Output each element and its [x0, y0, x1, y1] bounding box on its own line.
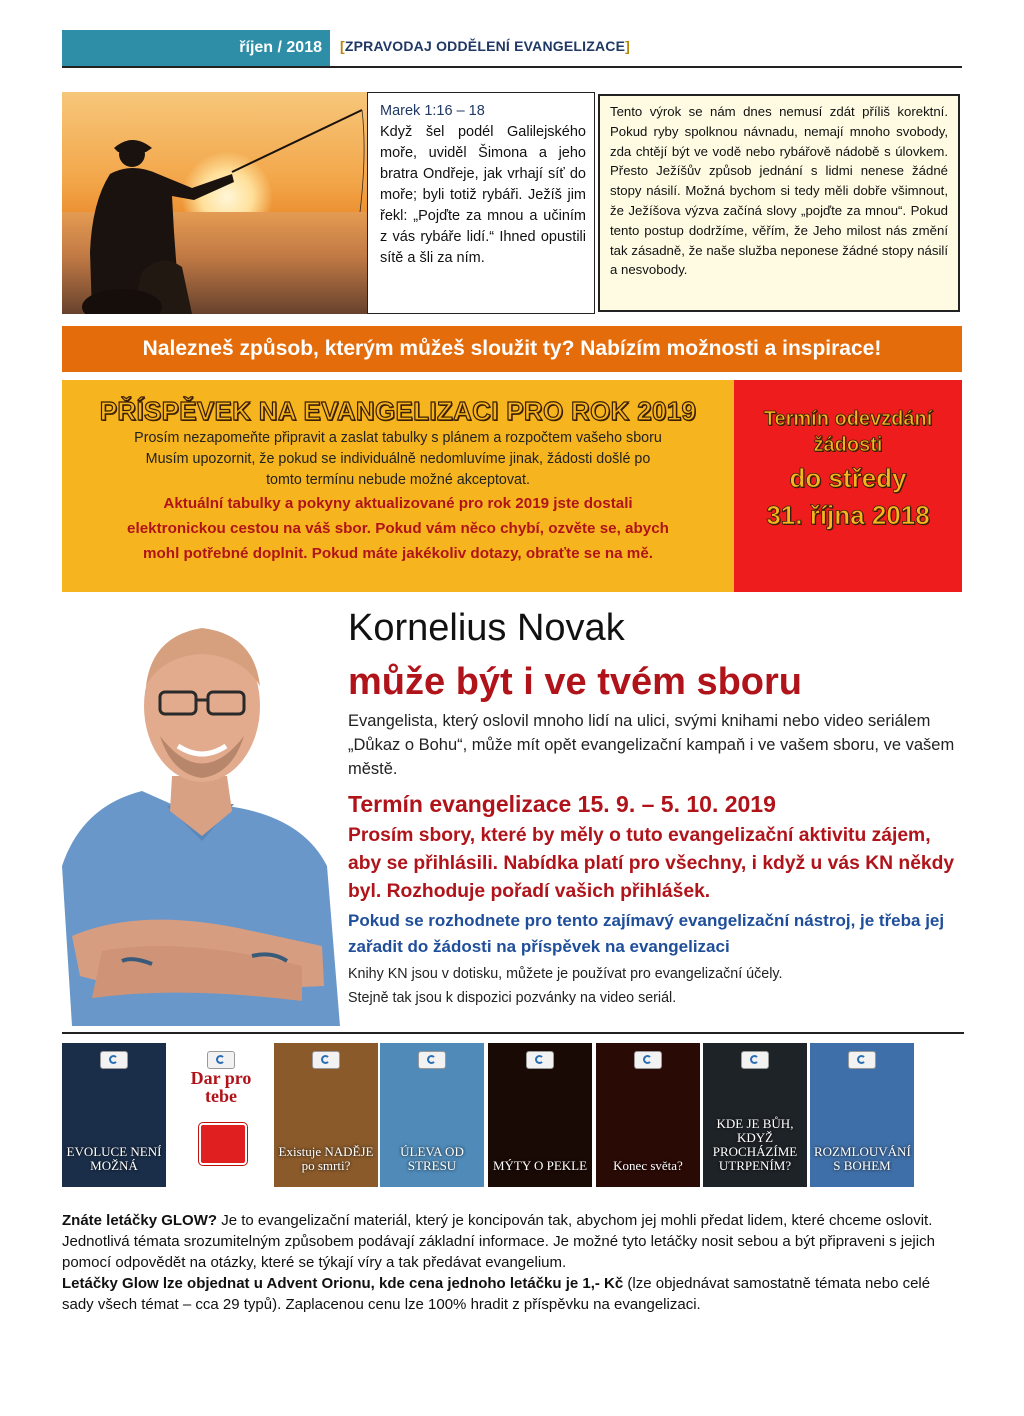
contribution-line-3: tomto termínu nebude možné akceptovat. — [266, 472, 530, 488]
flyer-footer — [596, 1187, 700, 1201]
flyer-footer — [62, 1187, 166, 1201]
section-divider — [62, 1032, 964, 1034]
glow-paragraph-2 — [62, 1273, 962, 1315]
flyer-title: ROZMLOUVÁNÍ S BOHEM — [814, 1144, 911, 1173]
deadline-label: Termín odevzdání — [763, 408, 933, 430]
title-bracket-close: ] — [625, 38, 631, 54]
flyer-footer — [274, 1187, 378, 1201]
flyer-footer — [810, 1187, 914, 1201]
glow-order-bold: Letáčky Glow lze objednat u Advent Orionu, kde cena jednoho letáčku je 1,- Kč — [62, 1275, 624, 1292]
bible-quote-box — [367, 92, 595, 314]
glow-flyers-row — [62, 1043, 932, 1201]
commentary-box — [598, 94, 960, 312]
gift-icon — [199, 1123, 247, 1165]
issue-date: říjen / 2018 — [62, 30, 330, 66]
glow-order-text: (lze objednávat samostatně témata nebo celé sady všech témat – cca 29 typů). Zaplacenou cenu lze 100% hradit z příspěvku na evangelizaci. — [62, 1275, 931, 1313]
glow-flyer — [380, 1043, 484, 1201]
glow-flyer — [810, 1043, 914, 1201]
kornelius-portrait — [62, 606, 340, 1026]
glow-logo-icon — [848, 1051, 876, 1069]
contribution-red-line-3: mohl potřebné doplnit. Pokud máte jakékoliv dotazy, obraťte se na mě. — [143, 545, 653, 562]
flyer-footer — [703, 1187, 807, 1201]
newsletter-title-text: ZPRAVODAJ ODDĚLENÍ EVANGELIZACE — [344, 38, 626, 54]
flyer-title: EVOLUCE NENÍ MOŽNÁ — [66, 1144, 162, 1173]
glow-logo-icon — [634, 1051, 662, 1069]
fisherman-silhouette — [62, 92, 367, 314]
contribution-notice — [62, 380, 734, 592]
contribution-red-line-1: Aktuální tabulky a pokyny aktualizované pro rok 2019 jste dostali — [163, 495, 633, 512]
evangelization-term: Termín evangelizace 15. 9. – 5. 10. 2019 — [348, 791, 776, 817]
glow-flyer — [596, 1043, 700, 1201]
glow-logo-icon — [100, 1051, 128, 1069]
glow-flyer — [169, 1043, 273, 1201]
flyer-title: MÝTY O PEKLE — [492, 1158, 588, 1173]
evangelization-request: Prosím sbory, které by měly o tuto evangelizační aktivitu zájem, aby se přihlásili. Nabídka platí pro všechny, i když u vás KN někdy byl. Rozhoduje pořadí vašich přihlášek. — [348, 825, 955, 902]
glow-logo-icon — [418, 1051, 446, 1069]
newsletter-title — [340, 38, 630, 54]
books-line-1: Knihy KN jsou v dotisku, můžete je používat pro evangelizační účely. — [348, 966, 783, 982]
bible-quote-text: Když šel podél Galilejského moře, uviděl Šimona a jeho bratra Ondřeje, jak vrhají síť do moře; byli totiž rybáři. Ježíš jim řekl: „Pojďte za mnou a učiním z vás rybáře lidí.“ Ihned opustili sítě a šli za ním. — [380, 124, 586, 266]
glow-flyer — [703, 1043, 807, 1201]
deadline-label-2: žádosti — [813, 434, 883, 456]
glow-flyer — [62, 1043, 166, 1201]
glow-logo-icon — [312, 1051, 340, 1069]
flyer-title: Konec světa? — [613, 1158, 683, 1173]
contribution-red-line-2: elektronickou cestou na váš sbor. Pokud vám něco chybí, ozvěte se, abych — [127, 520, 669, 537]
glow-flyer — [274, 1043, 378, 1201]
glow-logo-icon — [526, 1051, 554, 1069]
evangelization-note: Pokud se rozhodnete pro tento zajímavý evangelizační nástroj, je třeba jej zařadit do žádosti na příspěvek na evangelizaci — [348, 911, 945, 956]
deadline-box — [734, 380, 962, 592]
contribution-title: PŘÍSPĚVEK NA EVANGELIZACI PRO ROK 2019 — [99, 396, 697, 426]
glow-intro-text: Je to evangelizační materiál, který je koncipován tak, abychom jej mohli předat lidem, které chceme oslovit. Jednotlivá témata srozumitelným způsobem podávají základní informace. Je možné tyto letáčky nosit sebou a být připraveni s jejich pomocí odpovědět na otázky, které se týkají víry a tak předávat evangelium. — [62, 1212, 935, 1271]
flyer-title: Dar pro tebe — [190, 1068, 252, 1106]
glow-flyer — [488, 1043, 592, 1201]
contribution-line-1: Prosím nezapomeňte připravit a zaslat tabulky s plánem a rozpočtem vašeho sboru — [134, 430, 662, 446]
flyer-footer — [169, 1187, 273, 1201]
glow-paragraph-1 — [62, 1210, 962, 1273]
commentary-text: Tento výrok se nám dnes nemusí zdát příliš korektní. Pokud ryby spolknou návnadu, nemají mnoho svobody, zda chtějí být ve vodě nebo rybářově nádobě s úlovkem. Přesto Ježíšův způsob jednání s lidmi nenese žádné stopy násilí. Možná bychom si tedy měli dobře všimnout, že Ježíšova výzva začíná slovy „pojďte za mnou“. Pokud tento postup dodržíme, věřím, že Jeho milost nás změní tak zásadně, že naše služba neponese žádné stopy násilí a nesvobody. — [610, 104, 948, 278]
flyer-title: KDE JE BŮH, KDYŽ PROCHÁZÍME UTRPENÍM? — [712, 1116, 798, 1173]
evangelist-subtitle: může být i ve tvém sboru — [348, 661, 803, 703]
glow-logo-icon — [207, 1051, 235, 1069]
bible-reference: Marek 1:16 – 18 — [380, 103, 485, 119]
deadline-day: do středy — [789, 463, 907, 493]
inspiration-banner: Nalezneš způsob, kterým můžeš sloužit ty? Nabízím možnosti a inspirace! — [62, 326, 962, 372]
evangelist-name: Kornelius Novak — [348, 607, 625, 649]
title-bracket-open: [ — [340, 38, 345, 54]
contribution-line-2: Musím upozornit, že pokud se individuálně nedomluvíme jinak, žádosti došlé po — [145, 451, 651, 467]
books-info — [348, 962, 962, 1010]
header-divider — [62, 66, 962, 68]
glow-logo-icon — [741, 1051, 769, 1069]
flyer-footer — [488, 1187, 592, 1201]
glow-info — [62, 1210, 962, 1315]
deadline-date: 31. října 2018 — [766, 500, 930, 530]
glow-intro-bold: Znáte letáčky GLOW? — [62, 1212, 218, 1229]
evangelist-description: Evangelista, který oslovil mnoho lidí na ulici, svými knihami nebo video seriálem „Důkaz o Bohu“, může mít opět evangelizační kampaň i ve vašem sboru, ve vašem městě. — [348, 712, 955, 778]
fisherman-photo — [62, 92, 367, 314]
flyer-footer — [380, 1187, 484, 1201]
flyer-title: Existuje NADĚJE po smrti? — [278, 1144, 374, 1173]
flyer-title: ÚLEVA OD STRESU — [400, 1144, 464, 1173]
books-line-2: Stejně tak jsou k dispozici pozvánky na video seriál. — [348, 990, 677, 1006]
